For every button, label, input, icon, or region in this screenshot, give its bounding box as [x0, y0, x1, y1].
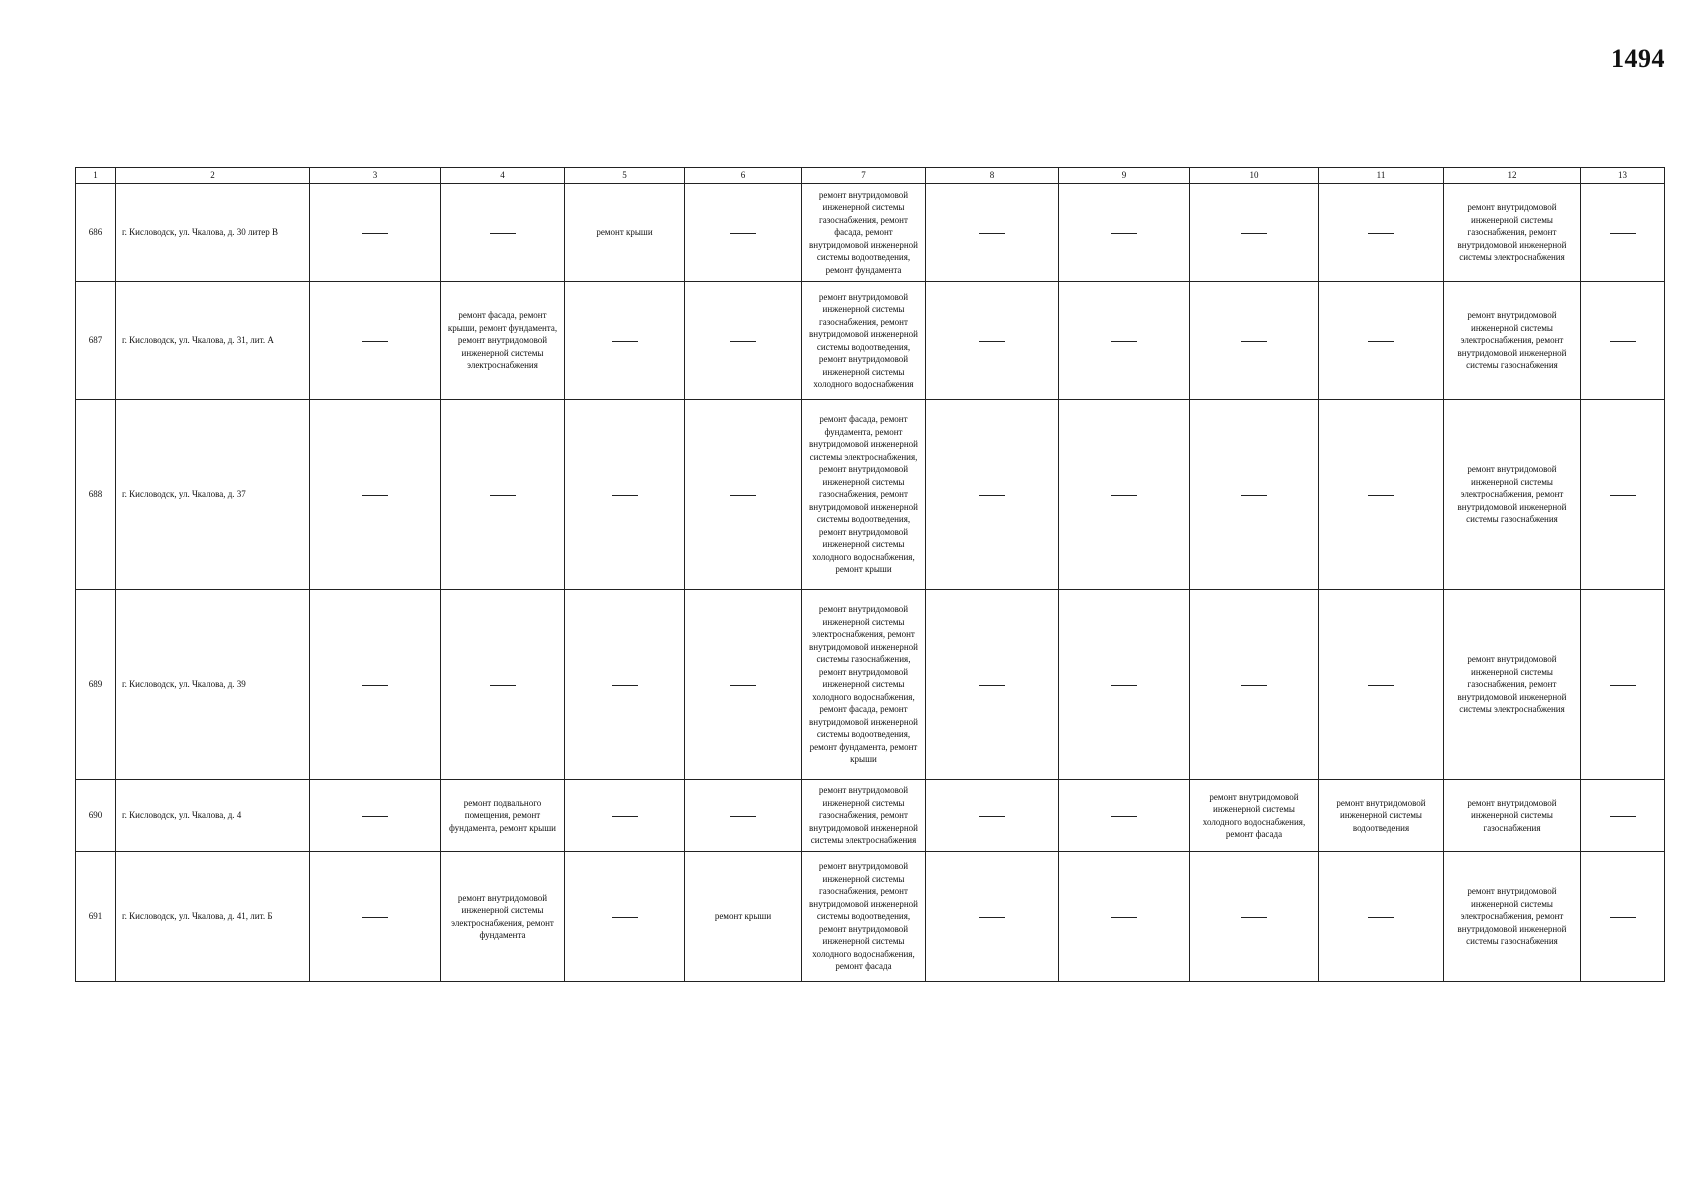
work-description: ремонт внутридомовой инженерной системы газоснабжения, ремонт внутридомовой инженерной системы электроснабжения: [1457, 202, 1567, 263]
work-cell: [1190, 780, 1319, 852]
work-cell: [441, 852, 565, 982]
dash-mark: [490, 685, 516, 686]
empty-cell: [310, 184, 441, 282]
row-number: 691: [76, 852, 116, 982]
empty-cell: [926, 780, 1059, 852]
empty-cell: [565, 400, 685, 590]
empty-cell: [310, 282, 441, 400]
table-body: [76, 184, 1665, 982]
dash-mark: [1111, 233, 1137, 234]
column-header-3: 3: [310, 168, 441, 184]
work-cell: [1319, 780, 1444, 852]
empty-cell: [685, 780, 802, 852]
dash-mark: [1241, 495, 1267, 496]
dash-mark: [1610, 495, 1636, 496]
work-cell: [1444, 852, 1581, 982]
empty-cell: [1059, 400, 1190, 590]
column-header-1: 1: [76, 168, 116, 184]
column-header-10: 10: [1190, 168, 1319, 184]
empty-cell: [310, 590, 441, 780]
column-header-4: 4: [441, 168, 565, 184]
empty-cell: [685, 184, 802, 282]
work-description: ремонт внутридомовой инженерной системы электроснабжения, ремонт внутридомовой инженерной системы газоснабжения: [1457, 464, 1567, 525]
work-description: ремонт внутридомовой инженерной системы газоснабжения, ремонт внутридомовой инженерной системы водоотведения, ремонт внутридомовой инженерной системы холодного водоснабжения: [809, 291, 918, 389]
empty-cell: [1319, 282, 1444, 400]
work-cell: [802, 780, 926, 852]
work-description: ремонт внутридомовой инженерной системы электроснабжения, ремонт внутридомовой инженерной системы газоснабжения: [1457, 886, 1567, 947]
work-cell: [441, 780, 565, 852]
dash-mark: [490, 233, 516, 234]
empty-cell: [1059, 184, 1190, 282]
dash-mark: [1241, 685, 1267, 686]
dash-mark: [730, 233, 756, 234]
empty-cell: [1059, 852, 1190, 982]
address-cell: г. Кисловодск, ул. Чкалова, д. 41, лит. Б: [116, 852, 310, 982]
dash-mark: [362, 233, 388, 234]
dash-mark: [612, 495, 638, 496]
dash-mark: [1368, 495, 1394, 496]
empty-cell: [926, 400, 1059, 590]
works-table: [75, 167, 1665, 982]
empty-cell: [926, 852, 1059, 982]
work-cell: [1444, 590, 1581, 780]
empty-cell: [1581, 400, 1665, 590]
dash-mark: [1368, 341, 1394, 342]
work-description: ремонт крыши: [596, 227, 653, 238]
row-number: 688: [76, 400, 116, 590]
work-description: ремонт внутридомовой инженерной системы газоснабжения, ремонт внутридомовой инженерной системы электроснабжения: [1457, 654, 1567, 715]
dash-mark: [1610, 917, 1636, 918]
work-cell: [685, 852, 802, 982]
empty-cell: [1190, 282, 1319, 400]
empty-cell: [441, 590, 565, 780]
work-description: ремонт внутридомовой инженерной системы газоснабжения, ремонт внутридомовой инженерной системы водоотведения, ремонт внутридомовой инженерной системы холодного водоснабжения, ремонт фасада: [809, 861, 918, 972]
work-cell: [1444, 400, 1581, 590]
address-cell: г. Кисловодск, ул. Чкалова, д. 37: [116, 400, 310, 590]
column-header-12: 12: [1444, 168, 1581, 184]
table-row: [76, 852, 1665, 982]
header-row: [76, 168, 1665, 184]
empty-cell: [1319, 590, 1444, 780]
work-description: ремонт внутридомовой инженерной системы электроснабжения, ремонт фундамента: [451, 892, 554, 940]
dash-mark: [1610, 233, 1636, 234]
empty-cell: [1581, 780, 1665, 852]
column-header-11: 11: [1319, 168, 1444, 184]
dash-mark: [1368, 917, 1394, 918]
dash-mark: [979, 495, 1005, 496]
work-cell: [802, 590, 926, 780]
work-description: ремонт внутридомовой инженерной системы электроснабжения, ремонт внутридомовой инженерной системы газоснабжения, ремонт внутридомовой инженерной системы холодного водоснабжения, ремонт фасада, ремонт внутридомовой инженерной системы водоотведения, ремонт фундамента, ремонт крыши: [809, 604, 918, 765]
empty-cell: [565, 282, 685, 400]
row-number: 689: [76, 590, 116, 780]
column-header-13: 13: [1581, 168, 1665, 184]
dash-mark: [1610, 685, 1636, 686]
table-row: [76, 282, 1665, 400]
row-number: 690: [76, 780, 116, 852]
dash-mark: [362, 816, 388, 817]
dash-mark: [490, 495, 516, 496]
dash-mark: [1610, 341, 1636, 342]
dash-mark: [1368, 233, 1394, 234]
work-cell: [802, 852, 926, 982]
dash-mark: [362, 495, 388, 496]
empty-cell: [441, 184, 565, 282]
empty-cell: [1190, 590, 1319, 780]
empty-cell: [1581, 184, 1665, 282]
work-description: ремонт внутридомовой инженерной системы газоснабжения, ремонт фасада, ремонт внутридомовой инженерной системы водоотведения, ремонт фундамента: [809, 189, 918, 275]
dash-mark: [1241, 233, 1267, 234]
work-description: ремонт внутридомовой инженерной системы электроснабжения, ремонт внутридомовой инженерной системы газоснабжения: [1457, 310, 1567, 371]
work-cell: [441, 282, 565, 400]
work-description: ремонт внутридомовой инженерной системы газоснабжения, ремонт внутридомовой инженерной системы электроснабжения: [809, 785, 918, 846]
dash-mark: [979, 685, 1005, 686]
empty-cell: [310, 780, 441, 852]
dash-mark: [362, 685, 388, 686]
empty-cell: [1581, 282, 1665, 400]
empty-cell: [1319, 852, 1444, 982]
table-row: [76, 590, 1665, 780]
work-description: ремонт крыши: [714, 911, 772, 922]
row-number: 686: [76, 184, 116, 282]
table-row: [76, 184, 1665, 282]
work-description: ремонт подвального помещения, ремонт фундамента, ремонт крыши: [449, 797, 556, 833]
empty-cell: [1190, 184, 1319, 282]
dash-mark: [1610, 816, 1636, 817]
empty-cell: [926, 590, 1059, 780]
column-header-5: 5: [565, 168, 685, 184]
work-cell: [802, 282, 926, 400]
dash-mark: [1111, 685, 1137, 686]
work-description: ремонт фасада, ремонт фундамента, ремонт внутридомовой инженерной системы электроснабжения, ремонт внутридомовой инженерной системы газоснабжения, ремонт внутридомовой инженерной системы водоотведения, ремонт внутридомовой инженерной системы холодного водоснабжения, ремонт крыши: [809, 414, 918, 575]
work-cell: [565, 184, 685, 282]
dash-mark: [1241, 917, 1267, 918]
table-header: [76, 168, 1665, 184]
dash-mark: [1241, 341, 1267, 342]
empty-cell: [565, 852, 685, 982]
empty-cell: [1319, 400, 1444, 590]
work-description: ремонт фасада, ремонт крыши, ремонт фундамента, ремонт внутридомовой инженерной системы электроснабжения: [447, 310, 558, 371]
address-cell: г. Кисловодск, ул. Чкалова, д. 31, лит. А: [116, 282, 310, 400]
work-cell: [802, 184, 926, 282]
table-row: [76, 400, 1665, 590]
work-cell: [1444, 780, 1581, 852]
dash-mark: [979, 816, 1005, 817]
work-description: ремонт внутридомовой инженерной системы газоснабжения: [1467, 797, 1557, 833]
address-cell: г. Кисловодск, ул. Чкалова, д. 30 литер В: [116, 184, 310, 282]
dash-mark: [1368, 685, 1394, 686]
dash-mark: [612, 341, 638, 342]
empty-cell: [1190, 852, 1319, 982]
work-cell: [1444, 184, 1581, 282]
dash-mark: [362, 917, 388, 918]
address-cell: г. Кисловодск, ул. Чкалова, д. 4: [116, 780, 310, 852]
empty-cell: [565, 780, 685, 852]
empty-cell: [565, 590, 685, 780]
empty-cell: [926, 282, 1059, 400]
dash-mark: [1111, 341, 1137, 342]
dash-mark: [730, 495, 756, 496]
column-header-6: 6: [685, 168, 802, 184]
empty-cell: [685, 400, 802, 590]
empty-cell: [926, 184, 1059, 282]
dash-mark: [612, 816, 638, 817]
work-cell: [802, 400, 926, 590]
dash-mark: [1111, 495, 1137, 496]
column-header-9: 9: [1059, 168, 1190, 184]
address-cell: г. Кисловодск, ул. Чкалова, д. 39: [116, 590, 310, 780]
work-description: ремонт внутридомовой инженерной системы холодного водоснабжения, ремонт фасада: [1202, 791, 1306, 839]
column-header-7: 7: [802, 168, 926, 184]
work-description: ремонт внутридомовой инженерной системы водоотведения: [1336, 797, 1426, 833]
dash-mark: [730, 341, 756, 342]
empty-cell: [1059, 780, 1190, 852]
column-header-2: 2: [116, 168, 310, 184]
page-number: 1494: [1611, 44, 1665, 73]
dash-mark: [362, 341, 388, 342]
row-number: 687: [76, 282, 116, 400]
dash-mark: [1111, 816, 1137, 817]
empty-cell: [1319, 184, 1444, 282]
dash-mark: [612, 685, 638, 686]
dash-mark: [979, 233, 1005, 234]
dash-mark: [730, 685, 756, 686]
empty-cell: [685, 590, 802, 780]
empty-cell: [1581, 852, 1665, 982]
empty-cell: [441, 400, 565, 590]
empty-cell: [1059, 590, 1190, 780]
empty-cell: [1581, 590, 1665, 780]
dash-mark: [1111, 917, 1137, 918]
dash-mark: [730, 816, 756, 817]
dash-mark: [612, 917, 638, 918]
dash-mark: [979, 917, 1005, 918]
empty-cell: [1190, 400, 1319, 590]
empty-cell: [685, 282, 802, 400]
column-header-8: 8: [926, 168, 1059, 184]
table-row: [76, 780, 1665, 852]
empty-cell: [1059, 282, 1190, 400]
work-cell: [1444, 282, 1581, 400]
empty-cell: [310, 852, 441, 982]
dash-mark: [979, 341, 1005, 342]
empty-cell: [310, 400, 441, 590]
